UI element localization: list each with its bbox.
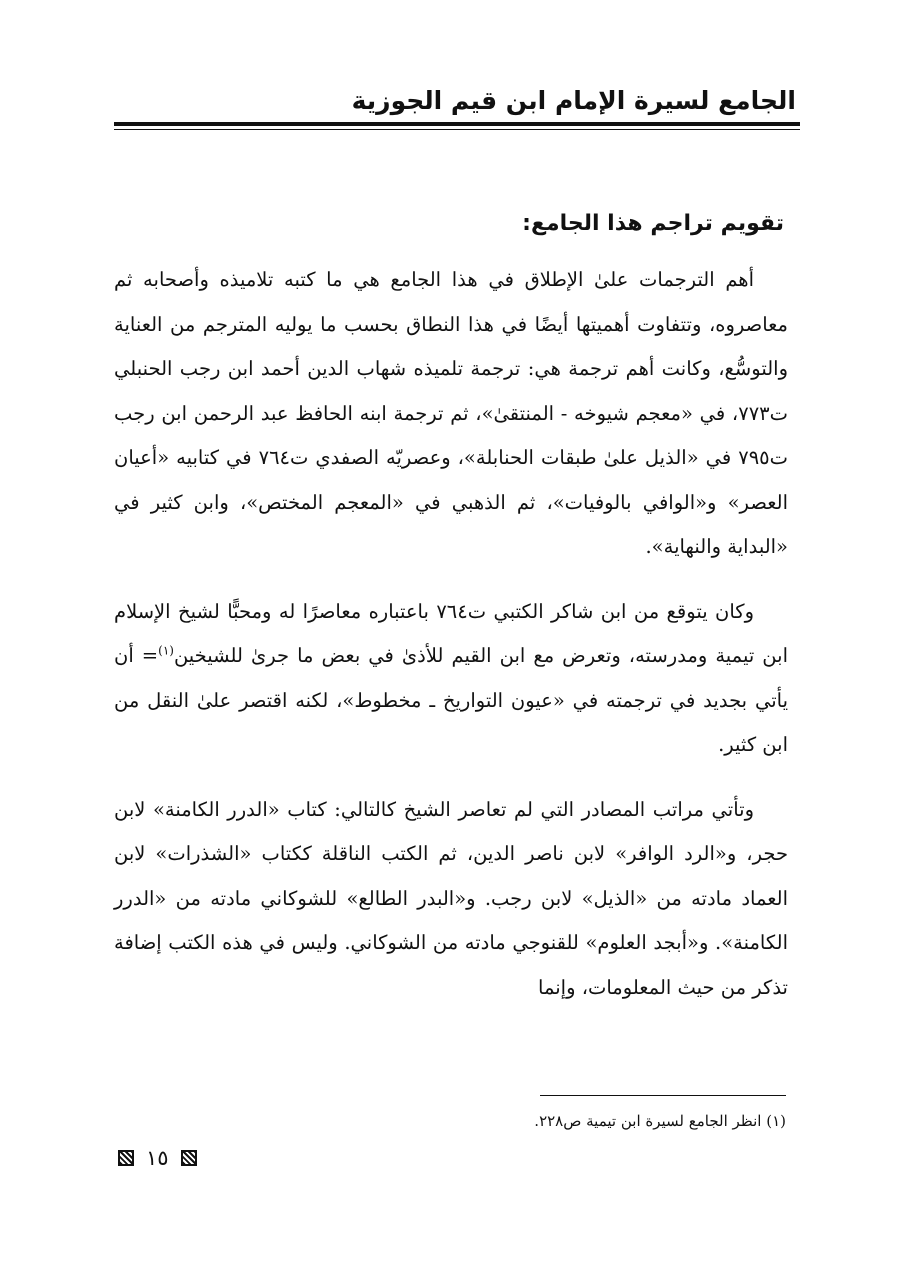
ornament-icon [181, 1150, 197, 1166]
header-title: الجامع لسيرة الإمام ابن قيم الجوزية [351, 86, 796, 115]
paragraph-2 [114, 590, 788, 768]
ornament-icon [118, 1150, 134, 1166]
footnote: (١) انظر الجامع لسيرة ابن تيمية ص٢٢٨. [534, 1112, 786, 1130]
paragraph-3: وتأتي مراتب المصادر التي لم تعاصر الشيخ كالتالي: كتاب «الدرر الكامنة» لابن حجر، و«الرد الوافر» لابن ناصر الدين، ثم الكتب الناقلة ككتاب «الشذرات» لابن العماد مادته من «الذيل» لابن رجب. و«البدر الطالع» للشوكاني مادته من «الدرر الكامنة». و«أبجد العلوم» للقنوجي مادته من الشوكاني. وليس في هذه الكتب إضافة تذكر من حيث المعلومات، وإنما [114, 797, 788, 999]
footnote-marker[interactable]: (١) [158, 643, 174, 658]
header-rule-thick [114, 122, 800, 126]
header-rule-thin [114, 129, 800, 130]
paragraph-2-part-1: وكان يتوقع من ابن شاكر الكتبي ت٧٦٤ باعتباره معاصرًا له ومحبًّا لشيخ الإسلام ابن تيمية ومدرسته، وتعرض مع ابن القيم للأذىٰ في بعض ما جرىٰ للشيخين [114, 599, 788, 667]
section-title: تقويم تراجم هذا الجامع: [522, 211, 784, 236]
paragraph-2-part-2: = أن يأتي بجديد في ترجمته في «عيون التواريخ ـ مخطوط»، لكنه اقتصر علىٰ النقل من ابن كثير. [114, 644, 788, 756]
page-number: ١٥ [146, 1146, 169, 1170]
running-header [114, 84, 800, 130]
paragraph-1: أهم الترجمات علىٰ الإطلاق في هذا الجامع هي ما كتبه تلاميذه وأصحابه ثم معاصروه، وتتفاوت أهميتها أيضًا في هذا النطاق بحسب ما يوليه المترجم من العناية والتوسُّع، وكانت أهم ترجمة هي: ترجمة تلميذه شهاب الدين أحمد ابن رجب الحنبلي ت٧٧٣، في «معجم شيوخه - المنتقىٰ»، ثم ترجمة ابنه الحافظ عبد الرحمن ابن رجب ت٧٩٥ في «الذيل علىٰ طبقات الحنابلة»، وعصريّه الصفدي ت٧٦٤ في كتابيه «أعيان العصر» و«الوافي بالوفيات»، ثم الذهبي في «المعجم المختص»، وابن كثير في «البداية والنهاية». [114, 268, 788, 558]
page-number-block [118, 1146, 197, 1170]
main-content [114, 202, 788, 1030]
footnote-separator [540, 1095, 786, 1096]
